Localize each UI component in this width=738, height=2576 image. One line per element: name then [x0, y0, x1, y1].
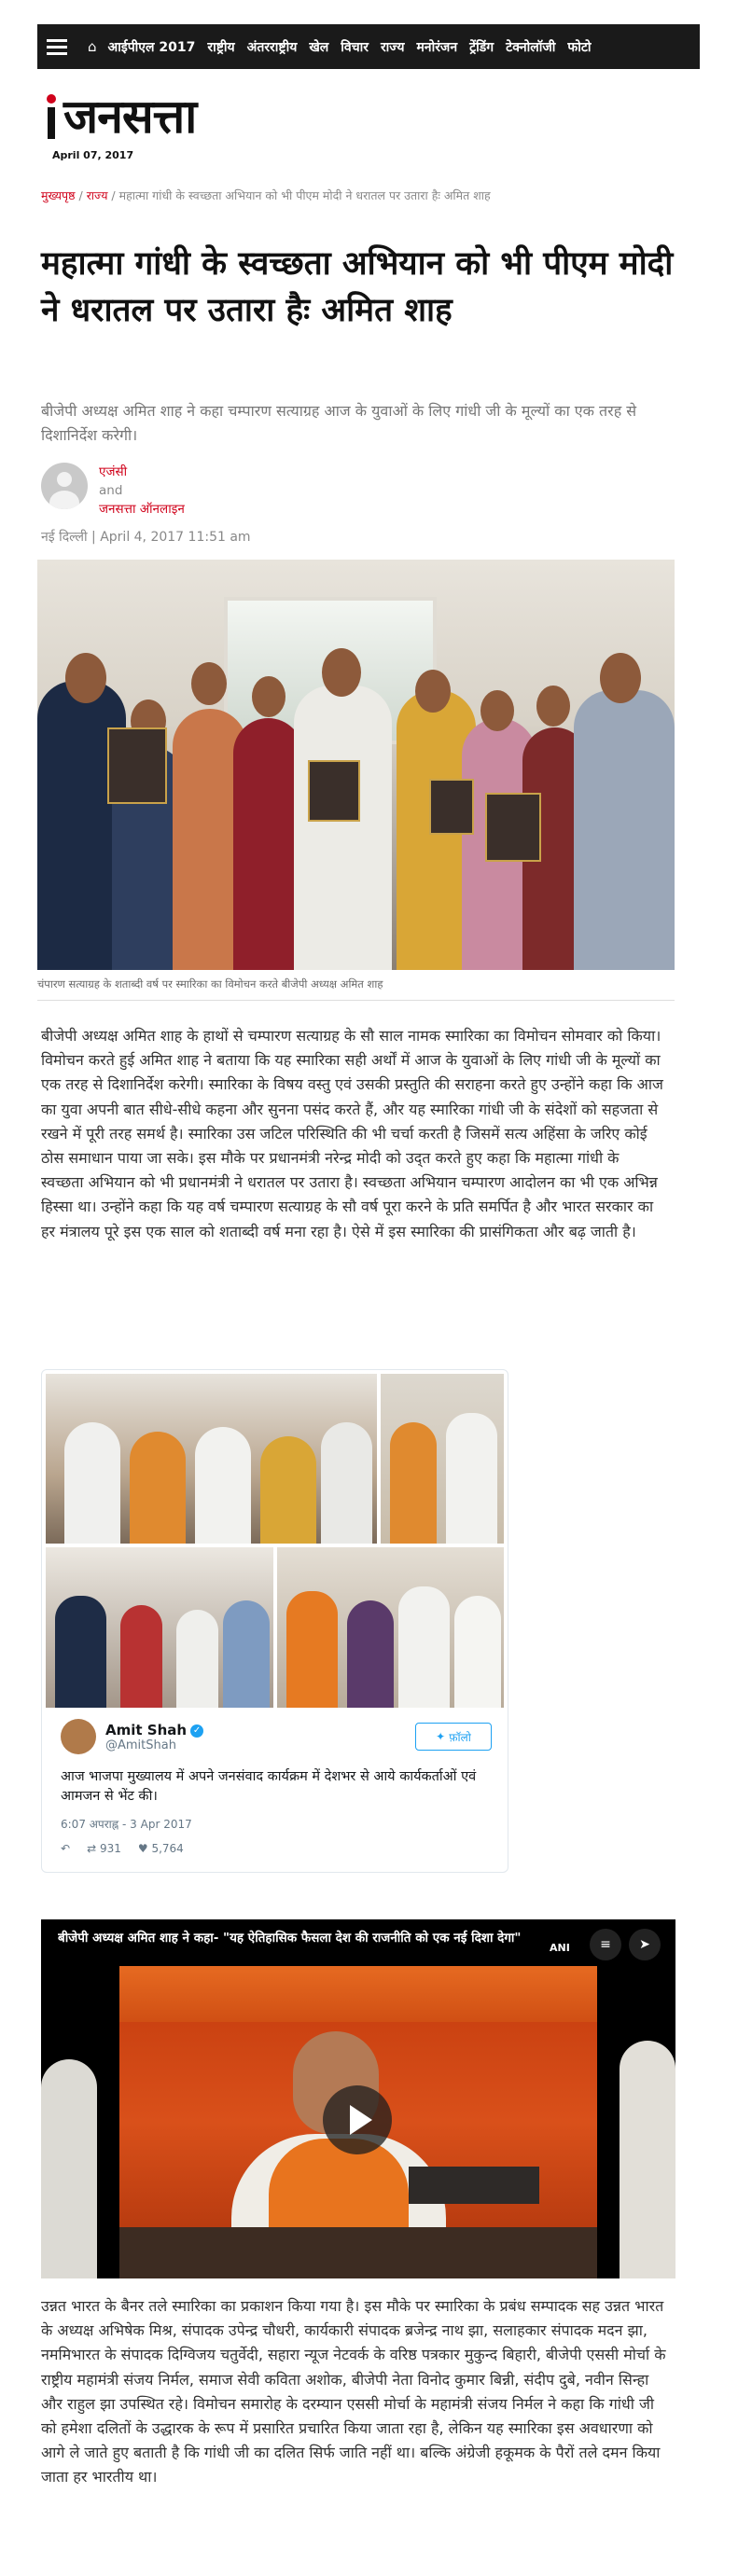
article-title: महात्मा गांधी के स्वच्छता अभियान को भी पीएम मोदी ने धरातल पर उतारा हैः अमित शाह [41, 245, 674, 329]
video-player[interactable] [41, 1919, 675, 2278]
share-icon[interactable]: ➤ [629, 1929, 661, 1960]
breadcrumb-section[interactable]: राज्य [86, 188, 108, 202]
home-icon[interactable]: ⌂ [88, 38, 97, 55]
nav-item-ipl[interactable]: आईपीएल 2017 [107, 39, 196, 55]
tweet-photo-2[interactable] [381, 1374, 504, 1544]
tweet-author-handle[interactable]: @AmitShah [105, 1738, 176, 1752]
logo-mark-icon [45, 94, 58, 139]
breadcrumb: मुख्यपृष्ठ / राज्य / महात्मा गांधी के स्वच्छता अभियान को भी पीएम मोदी ने धरातल पर उतारा हैः अमित शाह [41, 188, 491, 202]
article-dateline: नई दिल्ली | April 4, 2017 11:51 am [41, 530, 251, 545]
divider [37, 1000, 675, 1001]
nav-item-photo[interactable]: फोटो [567, 39, 592, 55]
embedded-tweet[interactable] [41, 1369, 508, 1873]
author-agency[interactable]: एजंसी [99, 464, 128, 479]
nav-item-opinion[interactable]: विचार [341, 39, 369, 55]
retweet-count: 931 [99, 1842, 121, 1855]
video-title[interactable]: बीजेपी अध्यक्ष अमित शाह ने कहा- "यह ऐतिहासिक फैसला देश की राजनीति को एक नई दिशा देगा" [58, 1931, 522, 1946]
heart-icon: ♥ [137, 1842, 148, 1855]
tweet-author-name[interactable]: Amit Shah [105, 1722, 188, 1738]
retweet-action[interactable] [87, 1842, 121, 1855]
article-main-photo [37, 560, 675, 970]
top-nav [37, 24, 700, 69]
hamburger-menu-icon[interactable] [47, 39, 67, 55]
tweet-timestamp[interactable]: 6:07 अपराह्न - 3 Apr 2017 [61, 1818, 192, 1831]
nav-item-states[interactable]: राज्य [380, 39, 405, 55]
nav-item-entertainment[interactable]: मनोरंजन [416, 39, 458, 55]
playlist-icon[interactable]: ≡ [590, 1929, 621, 1960]
tweet-photo-1[interactable] [46, 1374, 377, 1544]
tweet-photo-grid[interactable] [46, 1374, 504, 1708]
nav-item-sports[interactable]: खेल [309, 39, 329, 55]
follow-label: फ़ॉलो [449, 1730, 471, 1744]
nav-item-national[interactable]: राष्ट्रीय [207, 39, 235, 55]
edition-date: April 07, 2017 [52, 149, 134, 161]
breadcrumb-current: महात्मा गांधी के स्वच्छता अभियान को भी पीएम मोदी ने धरातल पर उतारा हैः अमित शाह [118, 188, 491, 202]
retweet-icon: ⇄ [87, 1842, 97, 1855]
play-button[interactable] [323, 2085, 392, 2154]
avatar[interactable] [61, 1719, 96, 1754]
like-count: 5,764 [151, 1842, 184, 1855]
nav-item-trending[interactable]: ट्रेंडिंग [469, 39, 494, 55]
avatar [41, 463, 88, 509]
reply-icon[interactable]: ↶ [61, 1842, 71, 1855]
article-paragraph-2: उन्नत भारत के बैनर तले स्मारिका का प्रकाशन किया गया है। इस मौके पर स्मारिका के प्रबंध सम्पादक सह उन्नत भारत के अध्यक्ष अभिषेक मिश्र, संपादक उपेन्द्र चौधरी, कार्यकारी संपादक ब्रजेन्द्र नाथ झा, सलाहकार संपादक मदन झा, नममिभारत के संपादक दिग्विजय चतुर्वेदी, सहारा न्यूज नेटवर्क के वरिष्ठ पत्रकार मुकुन्द बिहारी, बीजेपी एससी मोर्चा के राष्ट्रीय महामंत्री संजय निर्मल, समाज सेवी कविता अशोक, बीजेपी नेता विनोद कुमार बिन्नी, संदीप दुबे, नवीन सिन्हा और राहुल झा उपस्थित रहे। विमोचन समारोह के दरम्यान एससी मोर्चा के महामंत्री संजय निर्मल ने कहा कि गांधी जी को हमेशा दलितों के उद्धारक के रूप में प्रसारित प्रचारित किया जाता रहा है, लेकिन यह स्मारिका इस अवधारणा को आगे ले जाते हुए बताती है कि गांधी जी का दलित सिर्फ जाति नहीं था। बल्कि अंग्रेजी हकूमक के पैरों तले दमन किया जाता हर भारतीय था। [41, 2297, 666, 2486]
nav-item-technology[interactable]: टेक्नोलॉजी [506, 39, 556, 55]
nav-item-international[interactable]: अंतरराष्ट्रीय [246, 39, 298, 55]
tweet-actions [61, 1842, 184, 1855]
twitter-bird-icon: ✦ [436, 1730, 446, 1743]
author-block [41, 463, 185, 519]
channel-badge: ANI [550, 1942, 570, 1954]
verified-icon: ✓ [190, 1724, 203, 1738]
article-lead: बीजेपी अध्यक्ष अमित शाह ने कहा चम्पारण सत्याग्रह आज के युवाओं के लिए गांधी जी के मूल्यों का एक तरह से दिशानिर्देश करेगी। [41, 402, 637, 444]
site-logo[interactable] [45, 91, 196, 142]
breadcrumb-home[interactable]: मुख्यपृष्ठ [41, 188, 76, 202]
tweet-author[interactable] [61, 1719, 203, 1754]
article-paragraph-1: बीजेपी अध्यक्ष अमित शाह के हाथों से चम्पारण सत्याग्रह के सौ साल नामक स्मारिका का विमोचन सोमवार को किया। विमोचन करते हुई अमित शाह ने बताया कि यह स्मारिका सही अर्थों में आज के युवाओं के लिए गांधी जी के मूल्यों का एक तरह से दिशानिर्देश करेगी। स्मारिका के विषय वस्तु एवं उसकी प्रस्तुति की सराहना करते हुए उन्होंने कहा कि आज का युवा अपनी बात सीधे-सीधे कहना और सुनना पसंद करते हैं, और यह स्मारिका गांधी जी के संदेशों को सहजता से रखने में पूरी तरह समर्थ है। स्मारिका उस जटिल परिस्थिति की भी चर्चा करती है जिसमें सत्य अहिंसा के जरिए कोई ठोस समाधान पाया जा सके। इस मौके पर प्रधानमंत्री नरेन्द्र मोदी को उद्त करते हुए कहा कि महात्मा गांधी के स्वच्छता अभियान को भी प्रधानमंत्री ने धरातल पर उतारा है। स्वच्छता अभियान चम्पारण आदोलन का भी एक अभिन्न हिस्सा था। उन्होंने कहा कि यह वर्ष चम्पारण सत्याग्रह के सौ वर्ष पूरा करने के प्रति समर्पित है और भारत सरकार का हर मंत्रालय पूरे इस एक साल को शताब्दी वर्ष मना रहा है। ऐसे में इस स्मारिका की प्रासंगिकता और बढ़ जाती है। [41, 1027, 663, 1240]
photo-caption: चंपारण सत्याग्रह के शताब्दी वर्ष पर स्मारिका का विमोचन करते बीजेपी अध्यक्ष अमित शाह [37, 977, 383, 990]
tweet-photo-4[interactable] [277, 1547, 504, 1708]
author-online[interactable]: जनसत्ता ऑनलाइन [99, 502, 185, 517]
tweet-text: आज भाजपा मुख्यालय में अपने जनसंवाद कार्यक्रम में देशभर से आये कार्यकर्ताओं एवं आमजन से भेंट की। [61, 1769, 477, 1804]
follow-button[interactable] [415, 1723, 492, 1751]
tweet-photo-3[interactable] [46, 1547, 273, 1708]
logo-name: जनसत्ता [63, 89, 197, 144]
author-and: and [99, 483, 123, 498]
like-action[interactable] [138, 1842, 184, 1855]
